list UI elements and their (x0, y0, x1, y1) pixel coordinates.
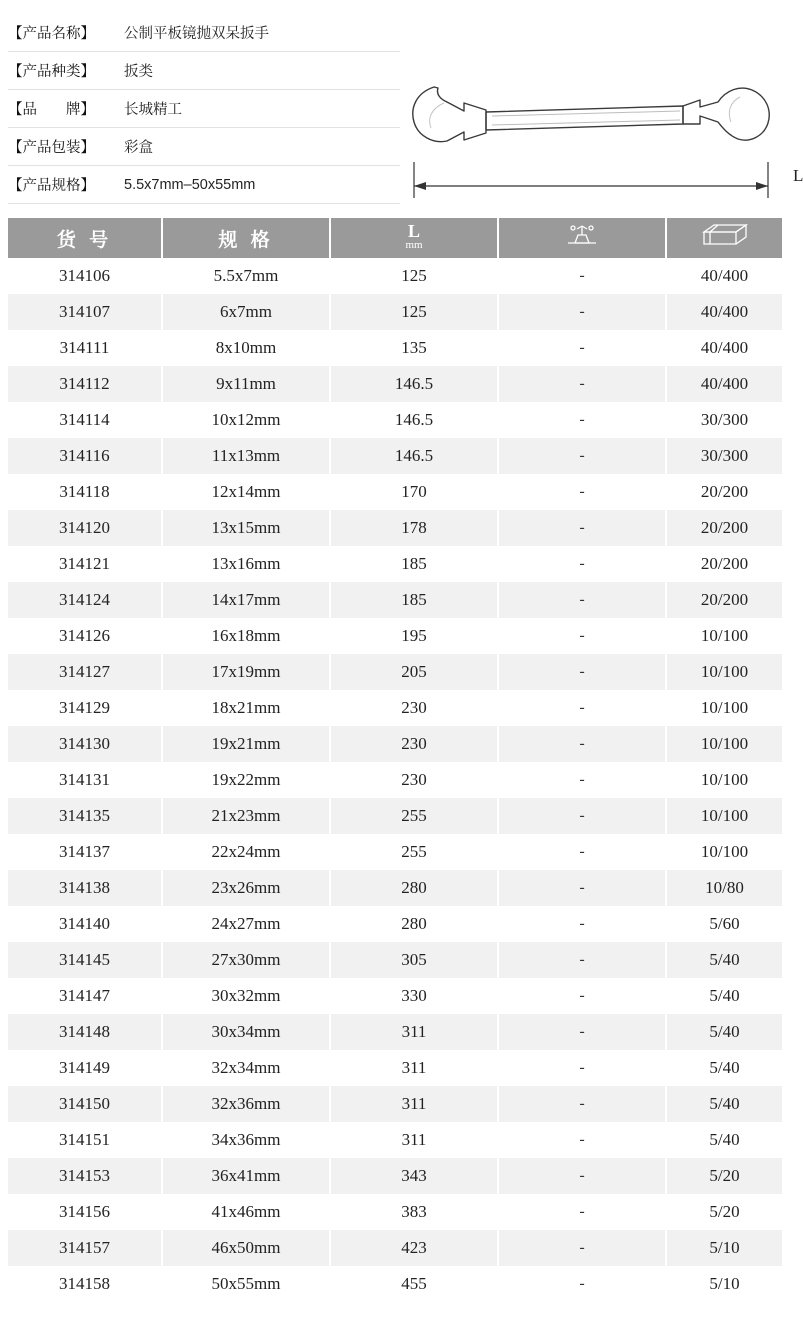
dimension-label: L (793, 166, 803, 185)
cell-package: 30/300 (666, 438, 782, 474)
cell-package: 10/100 (666, 726, 782, 762)
cell-spec: 21x23mm (162, 798, 330, 834)
cell-length: 205 (330, 654, 498, 690)
cell-code: 314127 (8, 654, 162, 690)
cell-code: 314126 (8, 618, 162, 654)
cell-spec: 36x41mm (162, 1158, 330, 1194)
table-row (8, 726, 782, 762)
cell-length: 125 (330, 294, 498, 330)
cell-code: 314147 (8, 978, 162, 1014)
cell-length: 305 (330, 942, 498, 978)
cell-package: 5/10 (666, 1230, 782, 1266)
cell-package: 10/100 (666, 654, 782, 690)
cell-package: 20/200 (666, 582, 782, 618)
cell-torque: - (498, 438, 666, 474)
cell-length: 280 (330, 906, 498, 942)
cell-spec: 19x21mm (162, 726, 330, 762)
cell-code: 314151 (8, 1122, 162, 1158)
cell-torque: - (498, 294, 666, 330)
cell-torque: - (498, 510, 666, 546)
cell-torque: - (498, 1122, 666, 1158)
cell-length: 230 (330, 762, 498, 798)
cell-torque: - (498, 366, 666, 402)
cell-package: 5/40 (666, 978, 782, 1014)
cell-spec: 5.5x7mm (162, 258, 330, 294)
cell-package: 5/40 (666, 1050, 782, 1086)
cell-torque: - (498, 978, 666, 1014)
header-spec: 规 格 (162, 218, 330, 258)
cell-code: 314135 (8, 798, 162, 834)
cell-torque: - (498, 474, 666, 510)
cell-length: 230 (330, 690, 498, 726)
cell-length: 383 (330, 1194, 498, 1230)
spec-row-size-range (8, 166, 400, 204)
table-row (8, 942, 782, 978)
header-length-unit: mm (405, 239, 423, 251)
cell-spec: 24x27mm (162, 906, 330, 942)
cell-length: 455 (330, 1266, 498, 1302)
cell-length: 170 (330, 474, 498, 510)
cell-spec: 46x50mm (162, 1230, 330, 1266)
cell-spec: 41x46mm (162, 1194, 330, 1230)
cell-torque: - (498, 1014, 666, 1050)
cell-package: 20/200 (666, 510, 782, 546)
cell-length: 146.5 (330, 366, 498, 402)
cell-torque: - (498, 258, 666, 294)
table-row (8, 1194, 782, 1230)
cell-package: 10/100 (666, 618, 782, 654)
cell-code: 314130 (8, 726, 162, 762)
cell-package: 5/40 (666, 1014, 782, 1050)
cell-spec: 13x16mm (162, 546, 330, 582)
spec-table (8, 218, 782, 1302)
cell-spec: 30x34mm (162, 1014, 330, 1050)
cell-code: 314107 (8, 294, 162, 330)
cell-torque: - (498, 906, 666, 942)
table-row (8, 402, 782, 438)
table-row (8, 1122, 782, 1158)
cell-spec: 22x24mm (162, 834, 330, 870)
table-row (8, 798, 782, 834)
spec-row-category (8, 52, 400, 90)
spec-value: 5.5x7mm–50x55mm (124, 176, 256, 193)
table-row (8, 582, 782, 618)
cell-package: 10/100 (666, 762, 782, 798)
cell-torque: - (498, 618, 666, 654)
cell-code: 314114 (8, 402, 162, 438)
cell-code: 314121 (8, 546, 162, 582)
cell-package: 20/200 (666, 474, 782, 510)
carton-icon (698, 222, 752, 248)
header-length-symbol: L (407, 221, 420, 241)
cell-package: 5/60 (666, 906, 782, 942)
cell-spec: 17x19mm (162, 654, 330, 690)
spec-row-package (8, 128, 400, 166)
spec-row-brand (8, 90, 400, 128)
cell-code: 314138 (8, 870, 162, 906)
table-row (8, 1158, 782, 1194)
cell-spec: 14x17mm (162, 582, 330, 618)
table-row (8, 762, 782, 798)
cell-torque: - (498, 1086, 666, 1122)
cell-spec: 34x36mm (162, 1122, 330, 1158)
cell-length: 230 (330, 726, 498, 762)
cell-code: 314116 (8, 438, 162, 474)
cell-length: 255 (330, 798, 498, 834)
table-row (8, 258, 782, 294)
cell-spec: 6x7mm (162, 294, 330, 330)
cell-spec: 50x55mm (162, 1266, 330, 1302)
header-torque-icon-cell (498, 218, 666, 258)
cell-torque: - (498, 582, 666, 618)
table-header-row (8, 218, 782, 258)
cell-package: 10/100 (666, 834, 782, 870)
spec-table-wrapper (0, 218, 790, 1302)
cell-spec: 32x36mm (162, 1086, 330, 1122)
cell-code: 314149 (8, 1050, 162, 1086)
cell-package: 20/200 (666, 546, 782, 582)
cell-code: 314140 (8, 906, 162, 942)
spec-value: 扳类 (124, 64, 153, 80)
cell-length: 185 (330, 546, 498, 582)
cell-package: 5/40 (666, 1122, 782, 1158)
spec-label: 【品 牌】 (8, 102, 95, 118)
cell-length: 146.5 (330, 438, 498, 474)
spec-label: 【产品种类】 (8, 64, 95, 80)
cell-package: 5/40 (666, 942, 782, 978)
cell-length: 280 (330, 870, 498, 906)
table-row (8, 870, 782, 906)
cell-spec: 10x12mm (162, 402, 330, 438)
table-row (8, 654, 782, 690)
product-illustration (400, 14, 803, 218)
spec-value: 公制平板镜抛双呆扳手 (124, 26, 269, 42)
cell-spec: 30x32mm (162, 978, 330, 1014)
spec-label: 【产品规格】 (8, 178, 95, 194)
cell-torque: - (498, 1230, 666, 1266)
cell-package: 10/80 (666, 870, 782, 906)
table-row (8, 978, 782, 1014)
cell-code: 314150 (8, 1086, 162, 1122)
cell-torque: - (498, 654, 666, 690)
cell-torque: - (498, 762, 666, 798)
cell-code: 314145 (8, 942, 162, 978)
top-section (0, 0, 803, 218)
spec-label: 【产品名称】 (8, 26, 95, 42)
cell-code: 314156 (8, 1194, 162, 1230)
cell-code: 314124 (8, 582, 162, 618)
cell-length: 423 (330, 1230, 498, 1266)
cell-torque: - (498, 870, 666, 906)
spec-value: 长城精工 (124, 102, 182, 118)
cell-torque: - (498, 1194, 666, 1230)
cell-torque: - (498, 726, 666, 762)
cell-length: 135 (330, 330, 498, 366)
cell-length: 311 (330, 1050, 498, 1086)
table-row (8, 1230, 782, 1266)
table-row (8, 510, 782, 546)
table-row (8, 546, 782, 582)
cell-code: 314120 (8, 510, 162, 546)
cell-length: 185 (330, 582, 498, 618)
table-row (8, 690, 782, 726)
table-row (8, 1050, 782, 1086)
table-row (8, 366, 782, 402)
table-row (8, 1014, 782, 1050)
cell-code: 314131 (8, 762, 162, 798)
cell-package: 40/400 (666, 366, 782, 402)
cell-spec: 9x11mm (162, 366, 330, 402)
cell-torque: - (498, 546, 666, 582)
cell-code: 314153 (8, 1158, 162, 1194)
cell-code: 314157 (8, 1230, 162, 1266)
cell-length: 146.5 (330, 402, 498, 438)
cell-torque: - (498, 798, 666, 834)
cell-code: 314111 (8, 330, 162, 366)
cell-code: 314129 (8, 690, 162, 726)
header-length (330, 218, 498, 258)
header-code: 货 号 (8, 218, 162, 258)
cell-torque: - (498, 834, 666, 870)
cell-torque: - (498, 1158, 666, 1194)
cell-code: 314106 (8, 258, 162, 294)
cell-spec: 11x13mm (162, 438, 330, 474)
cell-spec: 19x22mm (162, 762, 330, 798)
cell-spec: 32x34mm (162, 1050, 330, 1086)
cell-length: 330 (330, 978, 498, 1014)
cell-package: 40/400 (666, 294, 782, 330)
cell-code: 314118 (8, 474, 162, 510)
cell-package: 5/20 (666, 1194, 782, 1230)
table-row (8, 618, 782, 654)
spec-value: 彩盒 (124, 140, 153, 156)
cell-length: 195 (330, 618, 498, 654)
table-row (8, 906, 782, 942)
cell-length: 311 (330, 1086, 498, 1122)
cell-torque: - (498, 402, 666, 438)
table-row (8, 834, 782, 870)
table-row (8, 1086, 782, 1122)
cell-code: 314137 (8, 834, 162, 870)
table-row (8, 438, 782, 474)
cell-length: 343 (330, 1158, 498, 1194)
cell-torque: - (498, 690, 666, 726)
spec-row-name (8, 14, 400, 52)
cell-package: 40/400 (666, 258, 782, 294)
cell-spec: 16x18mm (162, 618, 330, 654)
spec-label: 【产品包装】 (8, 140, 95, 156)
cell-package: 40/400 (666, 330, 782, 366)
header-package-icon-cell (666, 218, 782, 258)
cell-package: 10/100 (666, 690, 782, 726)
cell-code: 314112 (8, 366, 162, 402)
cell-package: 5/10 (666, 1266, 782, 1302)
wrench-drawing (400, 40, 780, 225)
cell-length: 255 (330, 834, 498, 870)
table-row (8, 294, 782, 330)
cell-package: 5/20 (666, 1158, 782, 1194)
cell-package: 30/300 (666, 402, 782, 438)
cell-torque: - (498, 1266, 666, 1302)
cell-length: 125 (330, 258, 498, 294)
cell-torque: - (498, 1050, 666, 1086)
cell-spec: 13x15mm (162, 510, 330, 546)
cell-package: 5/40 (666, 1086, 782, 1122)
cell-torque: - (498, 330, 666, 366)
cell-length: 178 (330, 510, 498, 546)
product-spec-list (0, 14, 400, 218)
cell-spec: 8x10mm (162, 330, 330, 366)
cell-torque: - (498, 942, 666, 978)
cell-code: 314158 (8, 1266, 162, 1302)
dimension-line (414, 162, 768, 198)
table-row (8, 474, 782, 510)
cell-length: 311 (330, 1014, 498, 1050)
table-body (8, 258, 782, 1302)
table-row (8, 330, 782, 366)
cell-length: 311 (330, 1122, 498, 1158)
cell-spec: 12x14mm (162, 474, 330, 510)
cell-spec: 23x26mm (162, 870, 330, 906)
cell-spec: 18x21mm (162, 690, 330, 726)
table-row (8, 1266, 782, 1302)
cell-code: 314148 (8, 1014, 162, 1050)
cell-package: 10/100 (666, 798, 782, 834)
torque-icon (562, 222, 602, 248)
cell-spec: 27x30mm (162, 942, 330, 978)
